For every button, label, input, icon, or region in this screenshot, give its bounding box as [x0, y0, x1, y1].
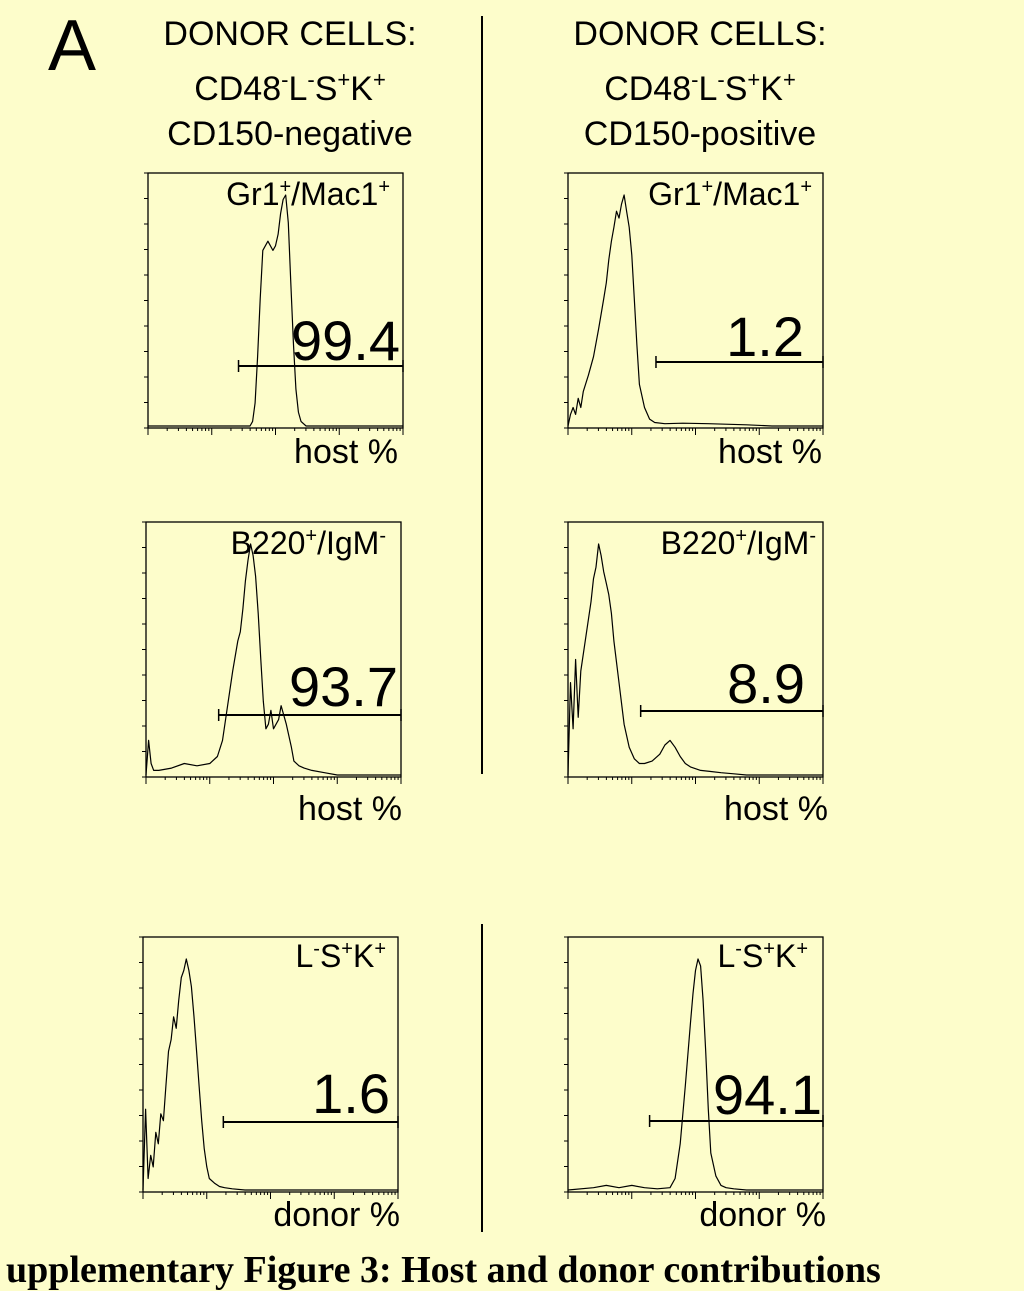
- panel-letter: A: [48, 6, 97, 86]
- gate-value: 93.7: [289, 655, 398, 718]
- header-sup: +: [782, 67, 796, 92]
- title-superscript: +: [763, 938, 775, 960]
- header-sup: +: [372, 67, 386, 92]
- gate-value: 1.2: [726, 305, 804, 368]
- title-text: S: [741, 938, 764, 974]
- title-text: K: [774, 938, 797, 974]
- gate-value: 1.6: [312, 1062, 390, 1125]
- title-superscript: -: [809, 525, 816, 547]
- title-text: /Mac1: [713, 176, 801, 212]
- title-superscript: +: [279, 176, 292, 198]
- title-text: L: [295, 938, 314, 974]
- title-text: B220: [660, 525, 736, 561]
- title-superscript: -: [379, 525, 386, 547]
- title-superscript: +: [701, 176, 714, 198]
- title-superscript: +: [800, 176, 812, 198]
- x-axis-label: donor %: [273, 1196, 400, 1234]
- title-text: S: [319, 938, 342, 974]
- title-text: /IgM: [317, 525, 380, 561]
- title-text: Gr1: [226, 176, 280, 212]
- histogram-title: [295, 938, 386, 974]
- header-sup: -: [281, 67, 289, 92]
- header-line-1: DONOR CELLS:: [573, 15, 827, 53]
- header-token: CD48: [604, 70, 692, 108]
- title-text: L: [717, 938, 736, 974]
- header-token: S: [724, 70, 748, 108]
- title-text: K: [352, 938, 375, 974]
- header-sup: -: [307, 67, 315, 92]
- title-text: Gr1: [648, 176, 702, 212]
- header-sup: +: [337, 67, 351, 92]
- title-superscript: +: [796, 938, 808, 960]
- header-token: L: [288, 70, 308, 108]
- header-sup: +: [747, 67, 761, 92]
- title-superscript: +: [374, 938, 386, 960]
- title-superscript: +: [735, 525, 748, 547]
- x-axis-label: host %: [724, 790, 828, 828]
- header-line-3: CD150-negative: [167, 115, 413, 153]
- title-text: B220: [230, 525, 306, 561]
- header-token: K: [760, 70, 783, 108]
- header-token: K: [350, 70, 373, 108]
- header-token: S: [314, 70, 338, 108]
- histogram-title: [226, 176, 390, 212]
- histogram-title: [717, 938, 808, 974]
- title-superscript: +: [341, 938, 353, 960]
- title-text: /Mac1: [291, 176, 379, 212]
- gate-value: 99.4: [291, 309, 400, 372]
- header-sup: -: [717, 67, 725, 92]
- x-axis-label: host %: [718, 433, 822, 471]
- title-superscript: +: [378, 176, 390, 198]
- header-token: L: [698, 70, 718, 108]
- header-token: CD48: [194, 70, 282, 108]
- x-axis-label: host %: [298, 790, 402, 828]
- x-axis-label: donor %: [699, 1196, 826, 1234]
- histogram-title: [648, 176, 812, 212]
- header-sup: -: [691, 67, 699, 92]
- histogram-title: [661, 525, 816, 561]
- gate-value: 94.1: [713, 1063, 822, 1126]
- title-superscript: -: [313, 938, 320, 960]
- header-line-1: DONOR CELLS:: [163, 15, 417, 53]
- title-text: /IgM: [747, 525, 810, 561]
- title-superscript: -: [735, 938, 742, 960]
- gate-value: 8.9: [727, 652, 805, 715]
- title-superscript: +: [305, 525, 318, 547]
- figure-caption: upplementary Figure 3: Host and donor contributions: [6, 1249, 881, 1291]
- histogram-title: [231, 525, 386, 561]
- x-axis-label: host %: [294, 433, 398, 471]
- header-line-3: CD150-positive: [583, 115, 817, 153]
